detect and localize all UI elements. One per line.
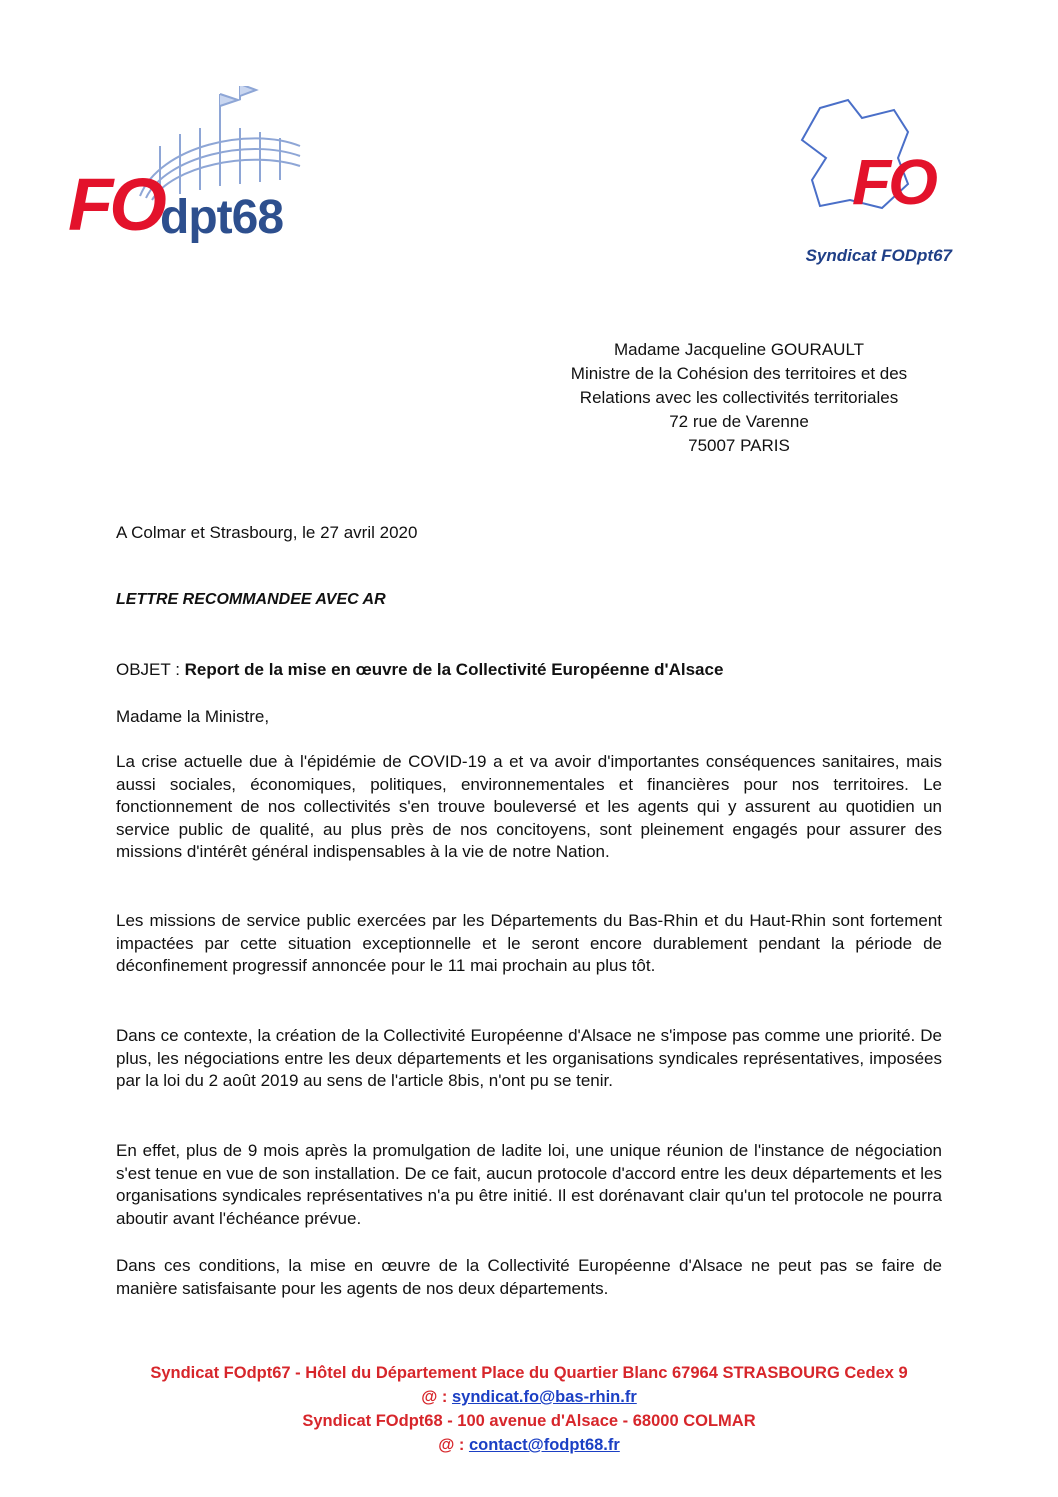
body-paragraph: En effet, plus de 9 mois après la promulgation de ladite loi, une unique réunion de l'instance de négociation s'est tenue en vue de son installation. De ce fait, aucun protocole d'accord entre les deux départements et les organisations syndicales représentatives n'a pu être initié. Il est dorénavant clair qu'un tel protocole ne pourra aboutir avant l'échéance prévue. (116, 1141, 942, 1228)
registered-letter-label: LETTRE RECOMMANDEE AVEC AR (116, 591, 386, 608)
recipient-street: 72 rue de Varenne (669, 412, 809, 431)
recipient-title-1: Ministre de la Cohésion des territoires et des (570, 364, 908, 383)
logo-dpt-text: dpt68 (160, 191, 284, 244)
footer (0, 1361, 1058, 1457)
footer-email-line-67 (0, 1385, 1058, 1409)
logo-fo-text-right: FO (852, 146, 935, 218)
body-paragraph: Dans ces conditions, la mise en œuvre de la Collectivité Européenne d'Alsace ne peut pas se faire de manière satisfaisante pour les agents de nos deux départements. (116, 1256, 942, 1298)
fo-france-logo (790, 88, 970, 228)
syndicat-tag: Syndicat FODpt67 (805, 246, 952, 265)
email-link-67[interactable]: syndicat.fo@bas-rhin.fr (451, 1388, 637, 1406)
fodpt68-logo (62, 86, 322, 266)
subject-text: Report de la mise en œuvre de la Collectivité Européenne d'Alsace (184, 660, 724, 679)
salutation: Madame la Ministre, (116, 707, 270, 726)
email-link-68[interactable]: contact@fodpt68.fr (468, 1436, 620, 1454)
subject-label: OBJET : (116, 660, 185, 679)
body-paragraph: Dans ce contexte, la création de la Collectivité Européenne d'Alsace ne s'impose pas comme une priorité. De plus, les négociations entre les deux départements et les organisations syndicales représentatives, imposées par la loi du 2 août 2019 au sens de l'article 8bis, n'ont pu se tenir. (116, 1026, 942, 1090)
recipient-address (530, 338, 948, 458)
subject-line (116, 660, 723, 680)
footer-address-67: Syndicat FOdpt67 - Hôtel du Département Place du Quartier Blanc 67964 STRASBOURG Cedex 9 (150, 1364, 908, 1382)
date-line: A Colmar et Strasbourg, le 27 avril 2020 (116, 523, 418, 542)
footer-at-label: @ : (438, 1436, 469, 1454)
recipient-city: 75007 PARIS (688, 436, 790, 455)
recipient-title-2: Relations avec les collectivités territoriales (579, 388, 899, 407)
body-paragraph: Les missions de service public exercées par les Départements du Bas-Rhin et du Haut-Rhin sont fortement impactées par cette situation exceptionnelle et le seront encore durablement pendant la période de déconfinement progressif annoncée pour le 11 mai prochain au plus tôt. (116, 911, 942, 975)
footer-email-line-68 (0, 1433, 1058, 1457)
footer-address-68: Syndicat FOdpt68 - 100 avenue d'Alsace - 68000 COLMAR (302, 1412, 756, 1430)
footer-at-label: @ : (421, 1388, 452, 1406)
logo-fo-text: FO (68, 163, 163, 246)
recipient-name: Madame Jacqueline GOURAULT (613, 340, 865, 359)
body-paragraph: La crise actuelle due à l'épidémie de COVID-19 a et va avoir d'importantes conséquences sanitaires, mais aussi sociales, économiques, politiques, environnementales et financières pour nos territoires. Le fonctionnement de nos collectivités s'en trouve bouleversé et les agents qui y assurent au quotidien un service public de qualité, au plus près de nos concitoyens, sont pleinement engagés pour assurer des missions d'intérêt général indispensables à la vie de notre Nation. (116, 752, 942, 861)
